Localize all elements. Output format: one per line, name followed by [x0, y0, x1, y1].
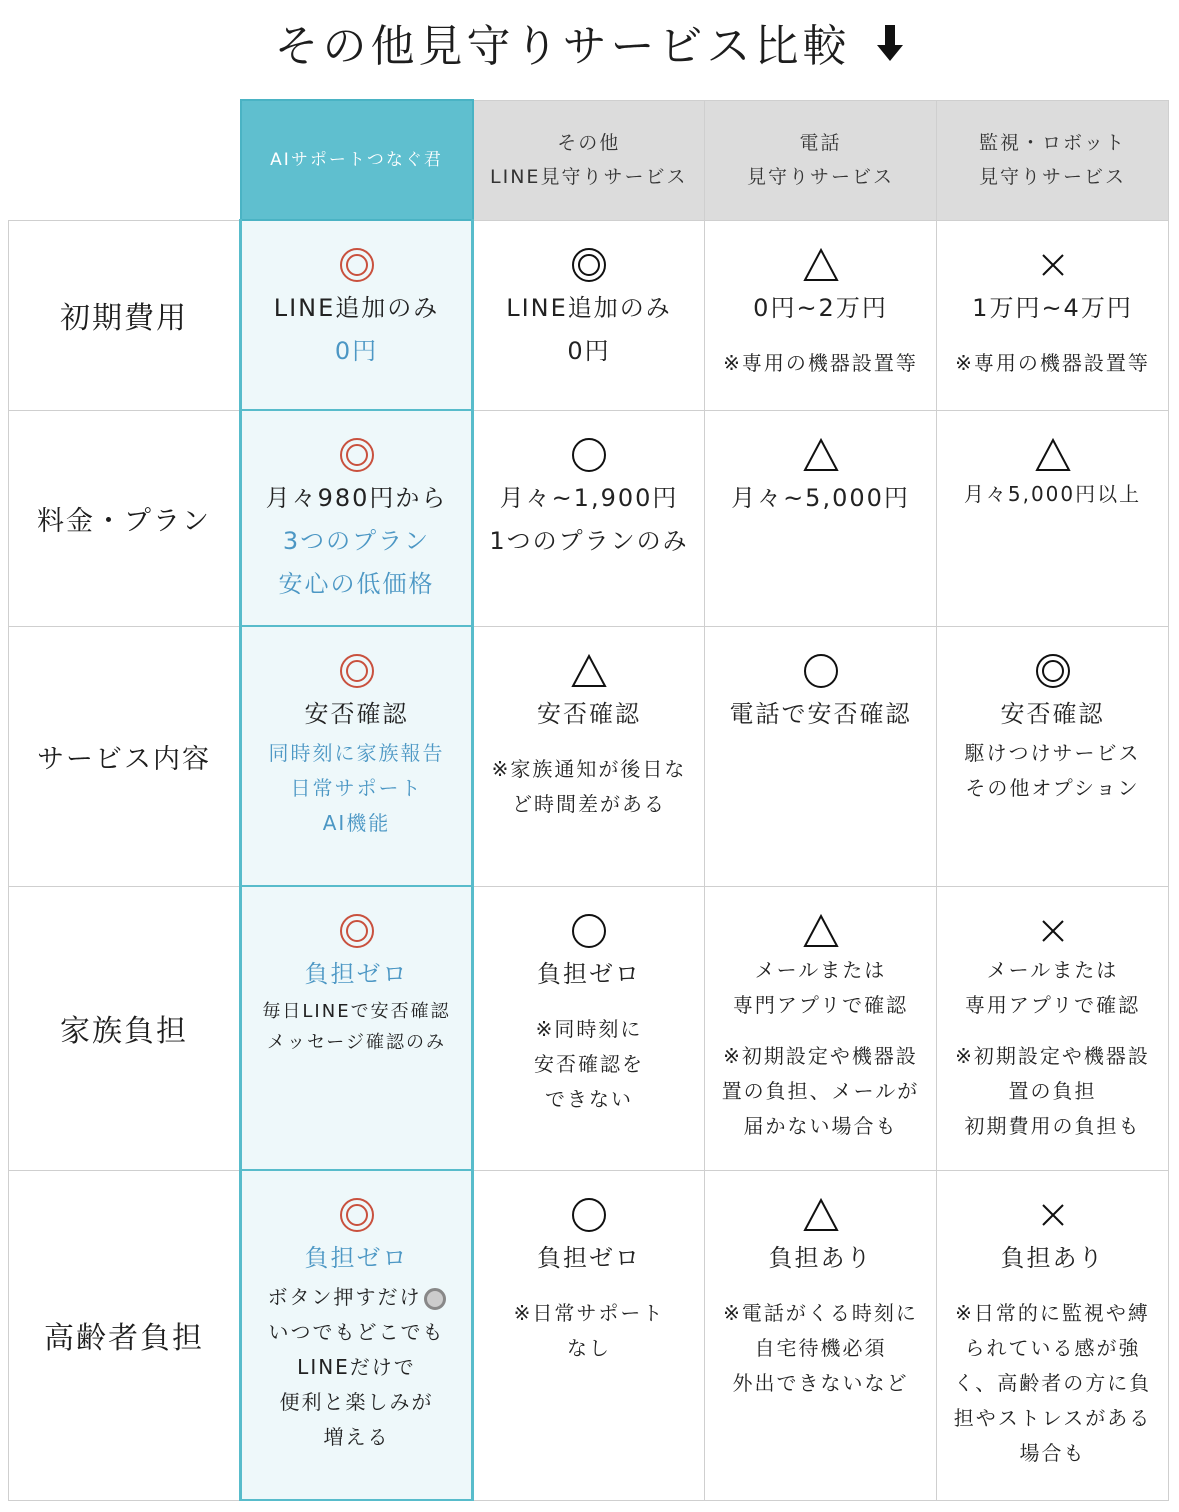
header-line: AIサポートつなぐ君	[270, 150, 443, 170]
triangle-icon	[705, 1193, 936, 1237]
cross-icon	[937, 909, 1168, 953]
cell-line: 安否確認	[537, 699, 641, 728]
cell-note: 外出できないなど	[732, 1370, 909, 1395]
table-cell	[705, 886, 937, 1170]
cell-note: 場合も	[1019, 1440, 1086, 1465]
cell-note: ※初期設定や機器設	[955, 1043, 1150, 1068]
row-label: 高齢者負担	[9, 1170, 241, 1500]
table-body	[9, 220, 1169, 1500]
cell-line: 負担ゼロ	[537, 959, 641, 988]
cell-line: 便利と楽しみが	[279, 1390, 434, 1414]
spacer	[937, 330, 1168, 346]
cell-line: 日常サポート	[290, 776, 423, 800]
cell-line-wrap	[242, 1280, 471, 1315]
cell-note: ※専用の機器設置等	[723, 350, 918, 375]
cell-line: 安心の低価格	[278, 570, 435, 598]
cell-line: ボタン押すだけ	[267, 1285, 422, 1309]
cell-line: 駆けつけサービス	[964, 740, 1141, 765]
table-cell	[241, 410, 473, 626]
circle-icon	[705, 649, 936, 693]
header-line: 監視・ロボット	[978, 132, 1126, 154]
table-cell	[705, 1170, 937, 1500]
double-circle-red-icon	[242, 909, 471, 953]
table-cell	[241, 220, 473, 410]
table-cell	[473, 886, 705, 1170]
spacer	[705, 1023, 936, 1039]
header-line: 電話	[799, 132, 842, 154]
header-line: 見守りサービス	[978, 166, 1126, 188]
header-corner	[9, 100, 241, 220]
cell-line: いつでもどこでも	[268, 1320, 445, 1344]
spacer	[474, 996, 704, 1012]
triangle-icon	[474, 649, 704, 693]
header-col-3	[937, 100, 1169, 220]
cell-line: 負担ゼロ	[304, 960, 409, 988]
row-label: 初期費用	[9, 220, 241, 410]
table-cell	[473, 1170, 705, 1500]
cell-line: 1つのプランのみ	[489, 526, 689, 555]
circle-icon	[474, 909, 704, 953]
cell-line: 月々5,000円以上	[963, 481, 1142, 506]
table-cell	[705, 220, 937, 410]
spacer	[937, 1280, 1168, 1296]
cell-note: 担やストレスがある	[953, 1405, 1152, 1430]
cell-line: LINEだけで	[297, 1355, 416, 1379]
cell-line: AI機能	[322, 811, 391, 835]
header-line: 見守りサービス	[746, 166, 894, 188]
header-col-2	[705, 100, 937, 220]
cell-line: 同時刻に家族報告	[268, 741, 445, 765]
radio-button-icon	[424, 1288, 446, 1310]
cell-line: 3つのプラン	[282, 527, 431, 555]
cell-note: ※電話がくる時刻に	[723, 1300, 918, 1325]
triangle-icon	[705, 243, 936, 287]
row-label: 家族負担	[9, 886, 241, 1170]
cell-line: 負担ゼロ	[304, 1244, 409, 1272]
table-row	[9, 1170, 1169, 1500]
cell-note: ※日常的に監視や縛	[955, 1300, 1150, 1325]
spacer	[474, 1280, 704, 1296]
triangle-icon	[937, 433, 1168, 477]
header-row	[9, 100, 1169, 220]
header-line: その他	[557, 132, 621, 154]
row-label: 料金・プラン	[9, 410, 241, 626]
cell-line: その他オプション	[965, 775, 1140, 800]
cell-note: 置の負担、メールが	[721, 1078, 920, 1103]
cell-line: 月々~5,000円	[731, 483, 910, 512]
double-circle-icon	[474, 243, 704, 287]
cell-line: 月々~1,900円	[499, 483, 679, 512]
cell-line: 負担あり	[1000, 1243, 1105, 1272]
cell-line: 電話で安否確認	[729, 699, 912, 728]
cell-note: なし	[567, 1335, 611, 1360]
cell-note: ※同時刻に	[535, 1016, 643, 1041]
cross-icon	[937, 243, 1168, 287]
table-cell	[937, 220, 1169, 410]
spacer	[705, 330, 936, 346]
page-title	[0, 12, 1179, 82]
page-title-text: その他見守りサービス比較	[274, 21, 851, 72]
cell-note: 自宅待機必須	[754, 1335, 887, 1360]
table-cell	[473, 626, 705, 886]
cell-line: 0円	[334, 337, 379, 365]
cell-line: LINE追加のみ	[506, 293, 672, 322]
cell-line: 専門アプリで確認	[732, 992, 909, 1017]
table-row	[9, 220, 1169, 410]
cell-line: メールまたは	[754, 957, 887, 982]
cell-line: メッセージ確認のみ	[267, 1032, 446, 1053]
cell-line: 安否確認	[1000, 699, 1105, 728]
cell-line: 専用アプリで確認	[964, 992, 1141, 1017]
cell-note: ※日常サポート	[513, 1300, 665, 1325]
header-col-0	[241, 100, 473, 220]
cell-note: 安否確認を	[534, 1051, 644, 1076]
double-circle-red-icon	[242, 649, 471, 693]
cell-note: ※家族通知が後日な	[491, 756, 687, 781]
row-label: サービス内容	[9, 626, 241, 886]
triangle-icon	[705, 909, 936, 953]
cell-note: く、高齢者の方に負	[953, 1370, 1152, 1395]
table-cell	[241, 886, 473, 1170]
header-line: LINE見守りサービス	[490, 166, 688, 188]
cell-note: 届かない場合も	[743, 1113, 898, 1138]
cell-note: ※専用の機器設置等	[955, 350, 1150, 375]
table-cell	[241, 626, 473, 886]
cell-note: できない	[545, 1086, 633, 1111]
double-circle-red-icon	[242, 243, 471, 287]
double-circle-red-icon	[242, 433, 471, 477]
triangle-icon	[705, 433, 936, 477]
table-cell	[241, 1170, 473, 1500]
table-cell	[705, 626, 937, 886]
table-cell	[937, 886, 1169, 1170]
cell-line: 安否確認	[304, 700, 409, 728]
cell-note: られている感が強	[964, 1335, 1141, 1360]
cell-line: 月々980円から	[265, 484, 448, 512]
down-arrow-icon	[875, 14, 905, 84]
cell-line: 負担ゼロ	[537, 1243, 641, 1272]
spacer	[474, 736, 704, 752]
header-col-1	[473, 100, 705, 220]
table-cell	[473, 220, 705, 410]
spacer	[937, 1023, 1168, 1039]
table-cell	[937, 1170, 1169, 1500]
table-cell	[937, 410, 1169, 626]
double-circle-icon	[937, 649, 1168, 693]
table-cell	[473, 410, 705, 626]
cell-note: ※初期設定や機器設	[723, 1043, 918, 1068]
cell-note: 置の負担	[1008, 1078, 1097, 1103]
cell-line: 0円~2万円	[753, 293, 888, 322]
table-row	[9, 626, 1169, 886]
circle-icon	[474, 433, 704, 477]
table-cell	[937, 626, 1169, 886]
circle-icon	[474, 1193, 704, 1237]
cell-line: 増える	[323, 1425, 390, 1449]
cross-icon	[937, 1193, 1168, 1237]
spacer	[705, 1280, 936, 1296]
cell-line: 毎日LINEで安否確認	[262, 1001, 451, 1022]
cell-line: 負担あり	[768, 1243, 873, 1272]
cell-line: メールまたは	[986, 957, 1119, 982]
table-cell	[705, 410, 937, 626]
double-circle-red-icon	[242, 1193, 471, 1237]
table-row	[9, 410, 1169, 626]
cell-note: ど時間差がある	[512, 791, 666, 816]
cell-note: 初期費用の負担も	[964, 1113, 1141, 1138]
cell-line: 0円	[567, 336, 611, 365]
cell-line: LINE追加のみ	[273, 294, 440, 322]
cell-line: 1万円~4万円	[972, 293, 1133, 322]
table-row	[9, 886, 1169, 1170]
comparison-table	[8, 99, 1169, 1501]
